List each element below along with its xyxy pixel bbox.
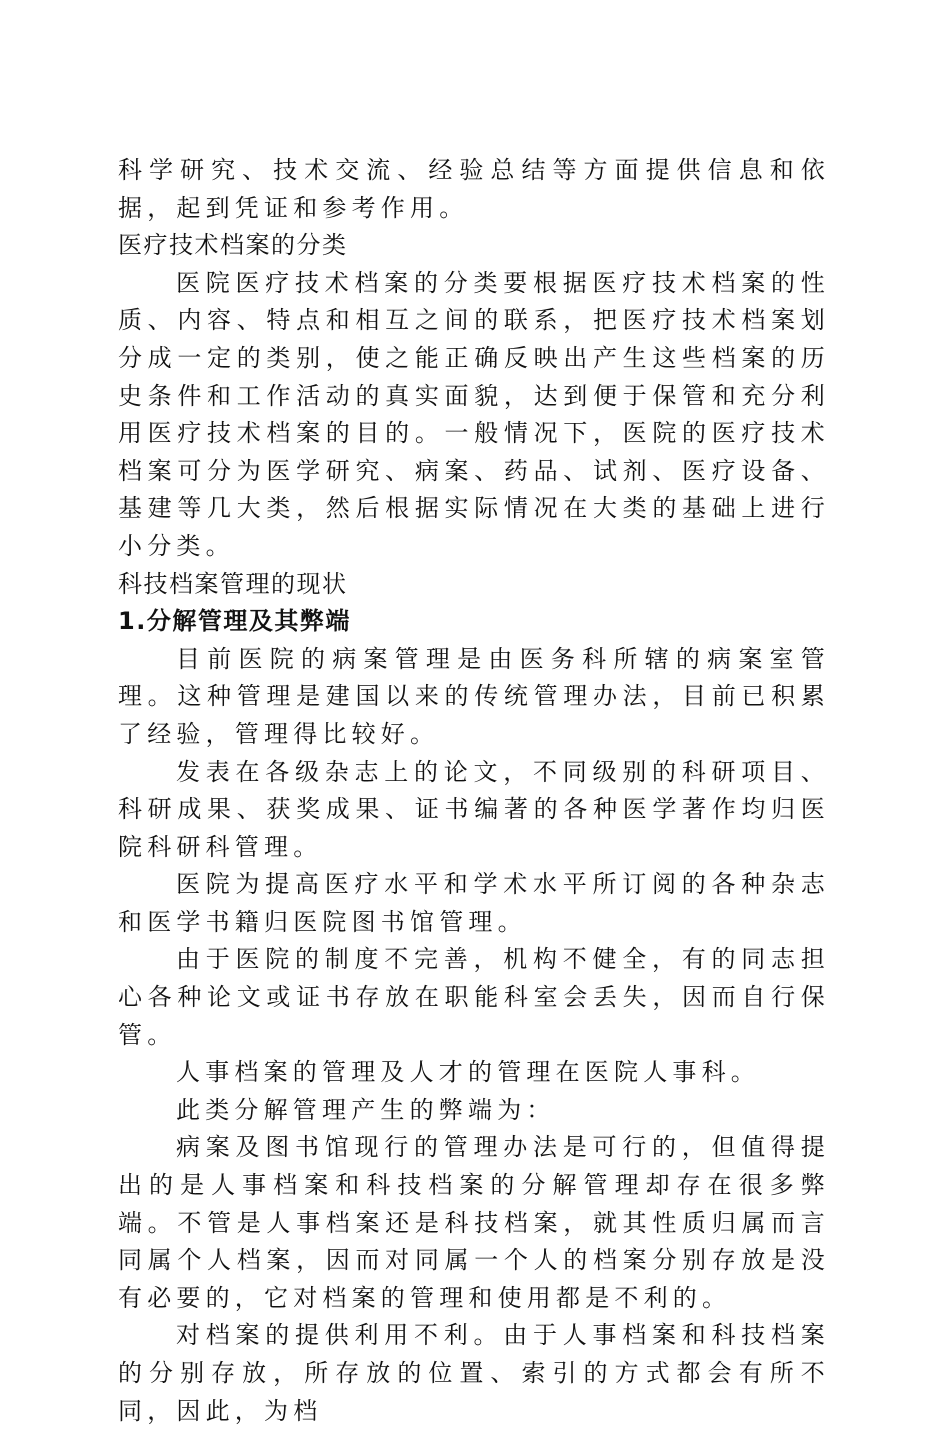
paragraph-continuation: 科学研究、技术交流、经验总结等方面提供信息和依据，起到凭证和参考作用。 — [118, 156, 830, 222]
section-heading-status: 科技档案管理的现状 — [118, 569, 348, 598]
paragraph-research-papers: 发表在各级杂志上的论文，不同级别的科研项目、科研成果、获奖成果、证书编著的各种医学著作均归医院科研科管理。 — [118, 757, 830, 861]
paragraph-personnel: 人事档案的管理及人才的管理在医院人事科。 — [176, 1058, 760, 1087]
document-body — [118, 152, 830, 1430]
paragraph-library: 医院为提高医疗水平和学术水平所订阅的各种杂志和医学书籍归医院图书馆管理。 — [118, 870, 830, 936]
paragraph-drawbacks-detail: 病案及图书馆现行的管理办法是可行的，但值得提出的是人事档案和科技档案的分解管理却存在很多弊端。不管是人事档案还是科技档案，就其性质归属而言同属个人档案，因而对同属一个人的档案分别存放是没有必要的，它对档案的管理和使用都是不利的。 — [118, 1133, 830, 1312]
paragraph-classification: 医院医疗技术档案的分类要根据医疗技术档案的性质、内容、特点和相互之间的联系，把医疗技术档案划分成一定的类别，使之能正确反映出产生这些档案的历史条件和工作活动的真实面貌，达到便于保管和充分利用医疗技术档案的目的。一般情况下，医院的医疗技术档案可分为医学研究、病案、药品、试剂、医疗设备、基建等几大类，然后根据实际情况在大类的基础上进行小分类。 — [118, 268, 830, 560]
paragraph-self-keeping: 由于医院的制度不完善，机构不健全，有的同志担心各种论文或证书存放在职能科室会丢失，因而自行保管。 — [118, 945, 830, 1049]
section-heading-classification: 医疗技术档案的分类 — [118, 231, 348, 260]
paragraph-drawbacks-intro: 此类分解管理产生的弊端为： — [176, 1095, 556, 1124]
paragraph-medical-records: 目前医院的病案管理是由医务科所辖的病案室管理。这种管理是建国以来的传统管理办法，目前已积累了经验，管理得比较好。 — [118, 644, 830, 748]
subheading-decentralized-management: 1.分解管理及其弊端 — [118, 607, 351, 636]
paragraph-utilization: 对档案的提供利用不利。由于人事档案和科技档案的分别存放，所存放的位置、索引的方式都会有所不同，因此，为档 — [118, 1321, 830, 1425]
